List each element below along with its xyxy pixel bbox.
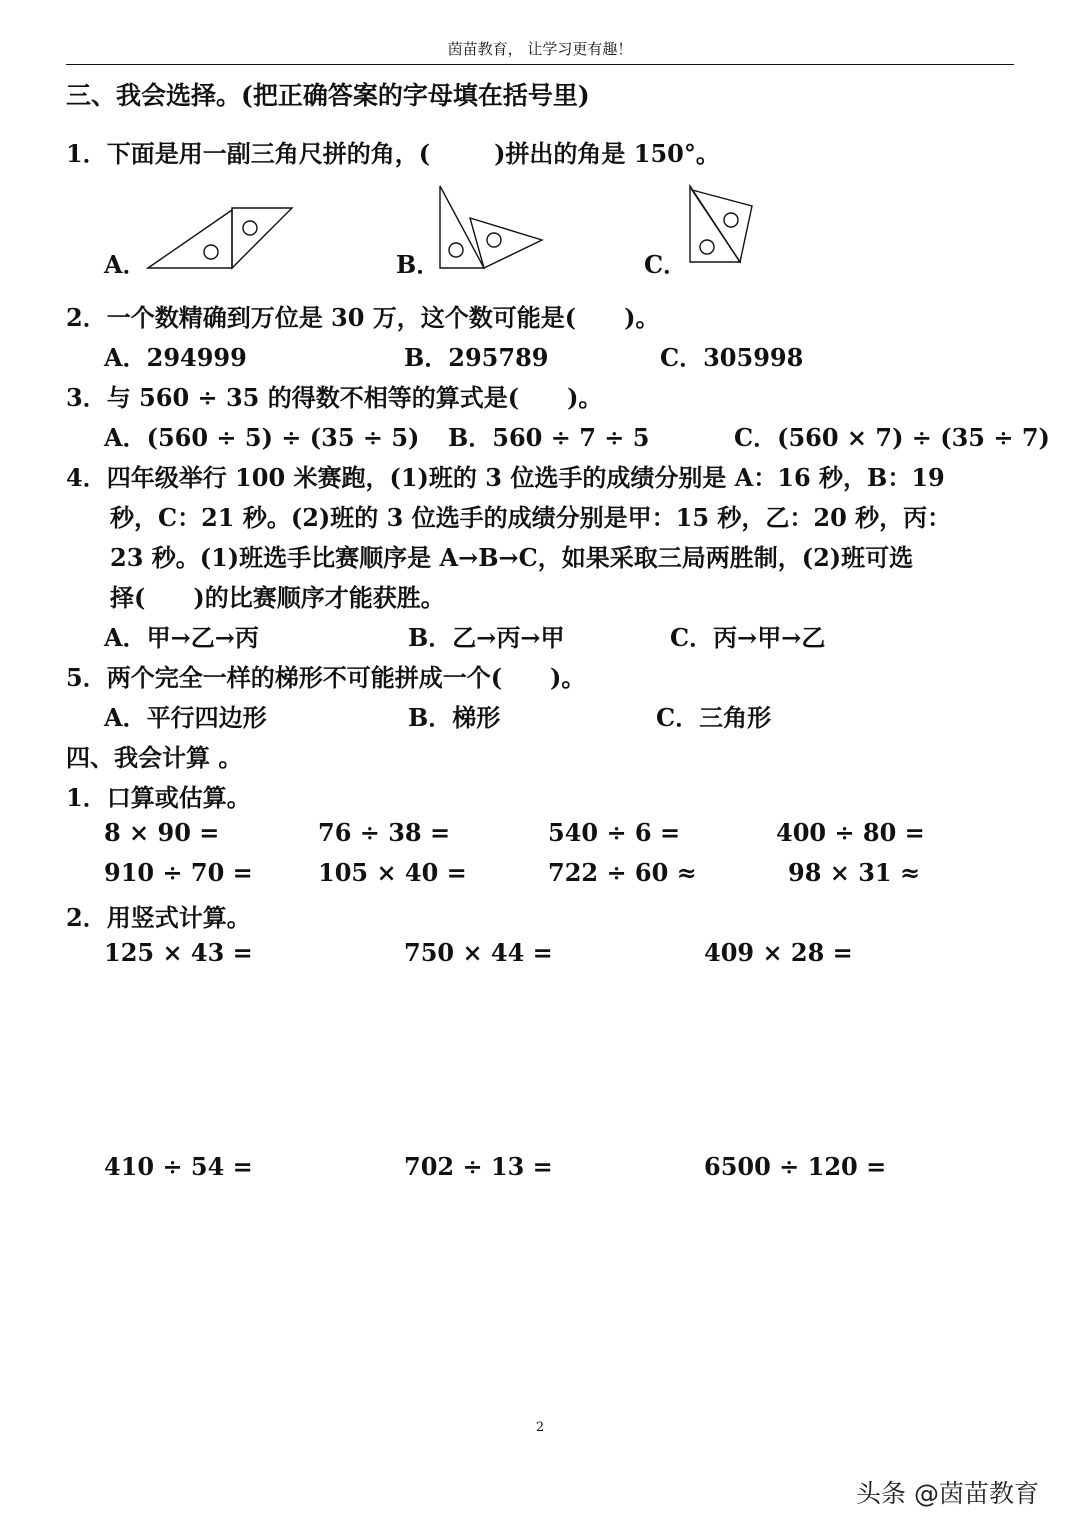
page-header: 茵苗教育， 让学习更有趣！ (447, 40, 633, 58)
q1-option-c-label: C． (644, 250, 688, 279)
vertical-calc-item: 410 ÷ 54 = (104, 1152, 253, 1181)
q2-option-b: B．295789 (404, 343, 549, 372)
mental-calc-item: 8 × 90 = (104, 818, 220, 847)
mental-calc-item: 722 ÷ 60 ≈ (548, 858, 697, 887)
vertical-calc-item: 750 × 44 = (404, 938, 553, 967)
q4-option-a: A．甲→乙→丙 (104, 623, 259, 652)
section3-title: 三、我会选择。(把正确答案的字母填在括号里) (66, 81, 590, 110)
vertical-calc-item: 125 × 43 = (104, 938, 253, 967)
q4-line-2: 秒，C：21 秒。(2)班的 3 位选手的成绩分别是甲：15 秒，乙：20 秒，丙： (110, 503, 952, 532)
page-number: 2 (535, 1420, 545, 1435)
q2-stem: 2．一个数精确到万位是 30 万，这个数可能是( )。 (66, 303, 660, 332)
q3-option-b: B．560 ÷ 7 ÷ 5 (448, 423, 650, 452)
part2-title: 2．用竖式计算。 (66, 903, 251, 932)
q5-option-b: B．梯形 (408, 703, 501, 732)
q1-option-a-label: A． (104, 250, 147, 279)
vertical-calc-item: 409 × 28 = (704, 938, 853, 967)
q3-option-a: A．(560 ÷ 5) ÷ (35 ÷ 5) (104, 423, 420, 452)
triangle-ruler-pair-c (690, 186, 752, 262)
q3-option-c: C．(560 × 7) ÷ (35 ÷ 7) (734, 423, 1050, 452)
q1-option-c-figure (0, 0, 1080, 300)
q5-option-c: C．三角形 (656, 703, 772, 732)
q1-stem-before: 1．下面是用一副三角尺拼的角，( (66, 139, 431, 168)
q4-line-1: 4．四年级举行 100 米赛跑，(1)班的 3 位选手的成绩分别是 A：16 秒，B：19 (66, 463, 945, 492)
q1-option-b-label: B． (396, 250, 441, 279)
q1-stem-after: )拼出的角是 150°。 (494, 139, 720, 168)
watermark: 头条 @茵苗教育 (856, 1479, 1039, 1508)
vertical-calc-item: 6500 ÷ 120 = (704, 1152, 887, 1181)
ruler-hole-c2 (724, 213, 738, 227)
q2-option-c: C．305998 (660, 343, 804, 372)
q5-stem: 5．两个完全一样的梯形不可能拼成一个( )。 (66, 663, 586, 692)
q4-line-3: 23 秒。(1)班选手比赛顺序是 A→B→C，如果采取三局两胜制，(2)班可选 (110, 543, 914, 572)
part1-title: 1．口算或估算。 (66, 783, 251, 812)
q4-option-b: B．乙→丙→甲 (408, 623, 565, 652)
q2-option-a: A．294999 (104, 343, 247, 372)
vertical-calc-item: 702 ÷ 13 = (404, 1152, 553, 1181)
mental-calc-item: 400 ÷ 80 = (776, 818, 925, 847)
q4-line-4: 择( )的比赛顺序才能获胜。 (110, 583, 445, 612)
mental-calc-item: 105 × 40 = (318, 858, 467, 887)
mental-calc-item: 910 ÷ 70 = (104, 858, 253, 887)
mental-calc-item: 76 ÷ 38 = (318, 818, 451, 847)
section4-title: 四、我会计算 。 (66, 743, 243, 772)
q4-option-c: C．丙→甲→乙 (670, 623, 826, 652)
q5-option-a: A．平行四边形 (104, 703, 267, 732)
mental-calc-item: 98 × 31 ≈ (788, 858, 921, 887)
mental-calc-item: 540 ÷ 6 = (548, 818, 681, 847)
q3-stem: 3．与 560 ÷ 35 的得数不相等的算式是( )。 (66, 383, 603, 412)
ruler-hole-c1 (700, 240, 714, 254)
